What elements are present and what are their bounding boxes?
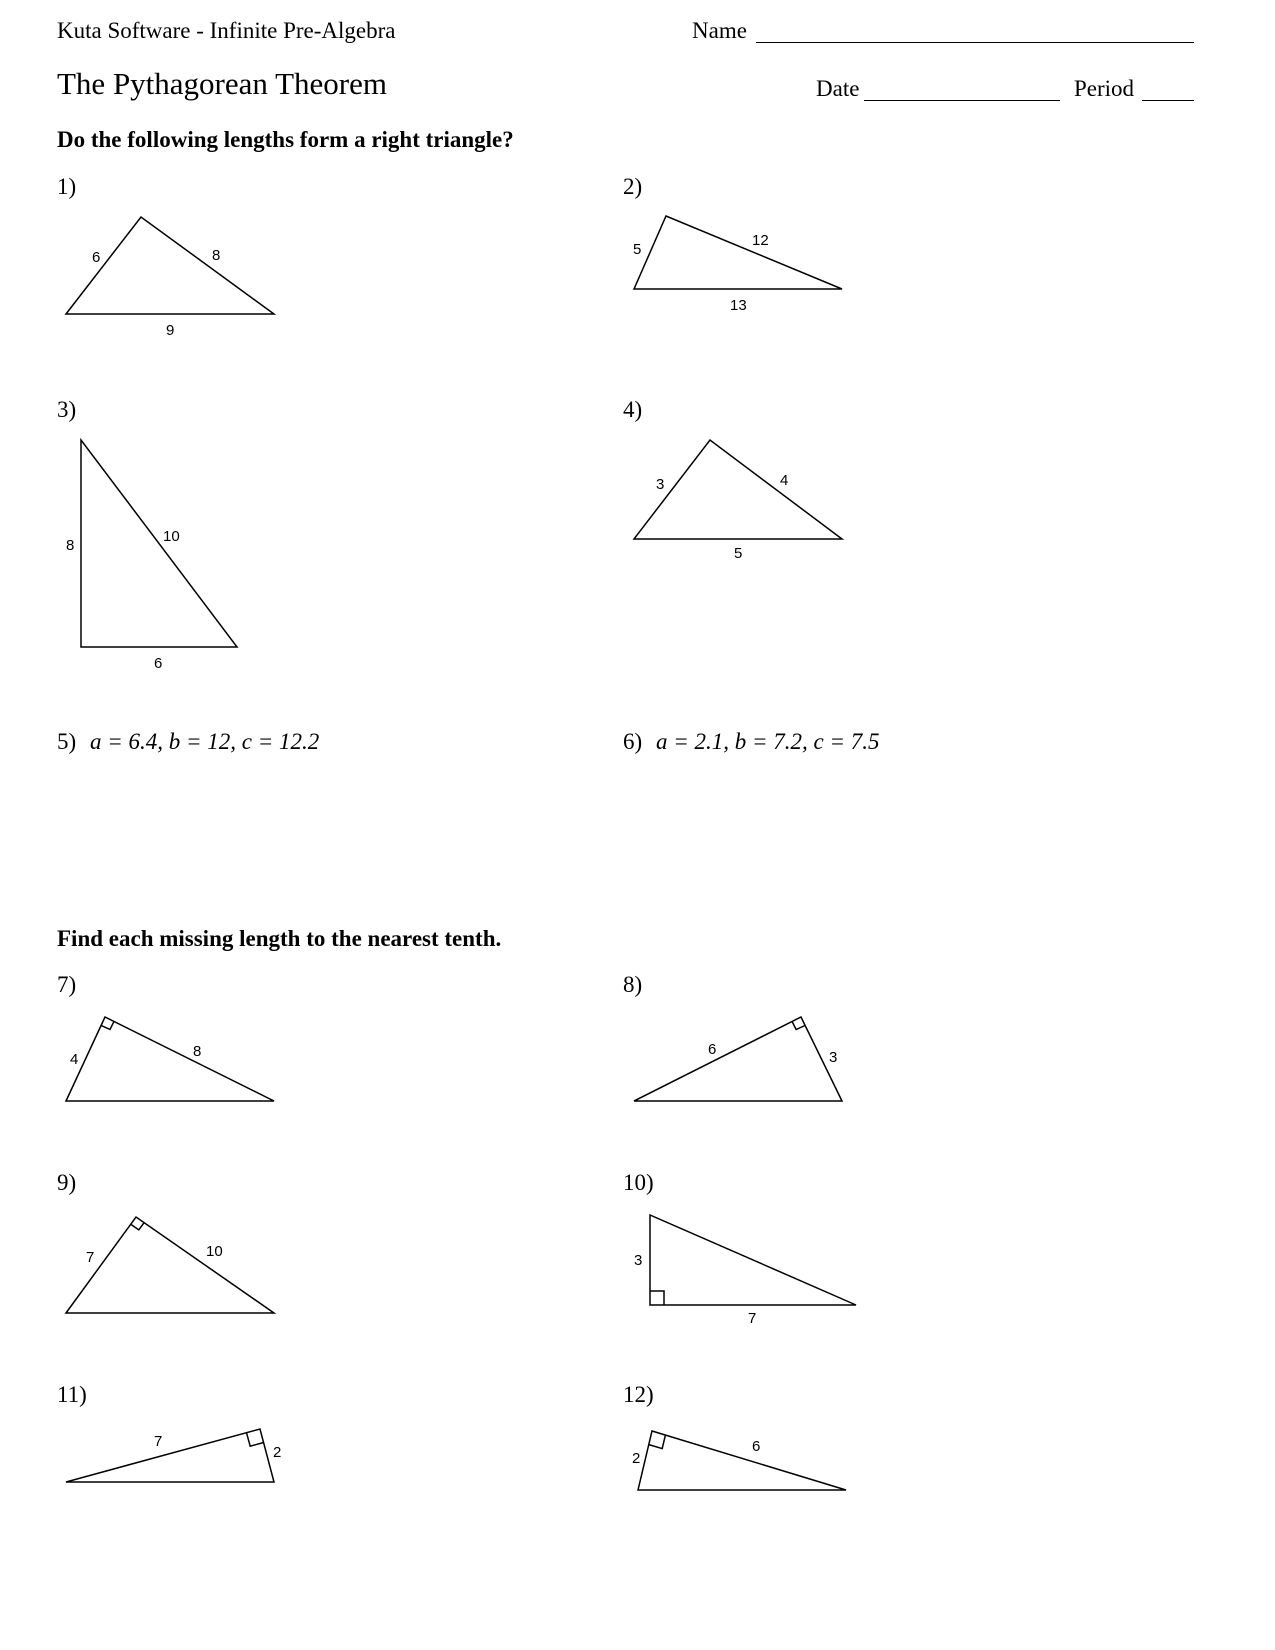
side-label-11b: 2	[273, 1444, 282, 1461]
worksheet-title: The Pythagorean Theorem	[57, 66, 387, 101]
date-label: Date	[816, 76, 860, 101]
side-label-12a: 2	[632, 1450, 641, 1467]
right-angle-marker-10	[650, 1291, 664, 1305]
triangle-10-outline	[650, 1215, 856, 1305]
triangle-figure-1	[66, 217, 274, 339]
triangle-figure-9	[66, 1217, 274, 1313]
triangle-figure-3	[66, 440, 237, 672]
triangle-4-outline	[634, 440, 842, 539]
triangle-11-outline	[66, 1429, 274, 1482]
section2-instructions: Find each missing length to the nearest tenth.	[57, 926, 502, 951]
triangle-figure-11	[66, 1429, 281, 1482]
problem-8-number: 8)	[623, 972, 643, 997]
side-label-1c: 9	[166, 322, 175, 339]
side-label-7a: 4	[70, 1051, 79, 1068]
triangle-7-outline	[66, 1017, 274, 1101]
problem-1-number: 1)	[57, 174, 77, 199]
side-label-3a: 8	[66, 537, 75, 554]
side-label-2c: 13	[730, 297, 747, 314]
side-label-8a: 6	[708, 1041, 717, 1058]
problem-9-number: 9)	[57, 1170, 77, 1195]
side-label-8b: 3	[829, 1049, 838, 1066]
side-label-2a: 5	[633, 241, 642, 258]
triangle-figure-4	[634, 440, 842, 562]
section1-instructions: Do the following lengths form a right triangle?	[57, 127, 514, 152]
side-label-3c: 6	[154, 655, 163, 672]
triangle-3-outline	[81, 440, 237, 647]
problem-5-number: 5)	[57, 729, 77, 754]
side-label-10b: 7	[748, 1310, 757, 1327]
triangle-9-outline	[66, 1217, 274, 1313]
side-label-12b: 6	[752, 1438, 761, 1455]
problem-6-number: 6)	[623, 729, 643, 754]
problem-2-number: 2)	[623, 174, 643, 199]
side-label-4b: 4	[780, 472, 789, 489]
triangle-figure-10	[634, 1215, 856, 1327]
triangle-12-outline	[638, 1431, 846, 1490]
triangle-figure-7	[66, 1017, 274, 1101]
side-label-4a: 3	[656, 476, 665, 493]
triangle-2-outline	[634, 216, 842, 289]
side-label-9a: 7	[86, 1249, 95, 1266]
problem-10-number: 10)	[623, 1170, 654, 1195]
right-angle-marker-9	[131, 1223, 145, 1230]
problem-12-number: 12)	[623, 1382, 654, 1407]
triangle-figure-2	[633, 216, 842, 314]
problem-5-equation: a = 6.4, b = 12, c = 12.2	[90, 729, 320, 754]
side-label-7b: 8	[193, 1043, 202, 1060]
side-label-3b: 10	[163, 528, 180, 545]
name-label: Name	[692, 18, 747, 43]
triangle-figure-8	[634, 1017, 842, 1101]
side-label-2b: 12	[752, 232, 769, 249]
side-label-1a: 6	[92, 249, 101, 266]
period-label: Period	[1074, 76, 1135, 101]
problem-11-number: 11)	[57, 1382, 87, 1407]
side-label-10a: 3	[634, 1252, 643, 1269]
problem-7-number: 7)	[57, 972, 77, 997]
side-label-1b: 8	[212, 247, 221, 264]
side-label-11a: 7	[154, 1433, 163, 1450]
problem-3-number: 3)	[57, 397, 77, 422]
side-label-9b: 10	[206, 1243, 223, 1260]
side-label-4c: 5	[734, 545, 743, 562]
triangle-8-outline	[634, 1017, 842, 1101]
problem-4-number: 4)	[623, 397, 643, 422]
triangle-figure-12	[632, 1431, 846, 1490]
publisher-label: Kuta Software - Infinite Pre-Algebra	[57, 18, 396, 43]
problem-6-equation: a = 2.1, b = 7.2, c = 7.5	[656, 729, 880, 754]
